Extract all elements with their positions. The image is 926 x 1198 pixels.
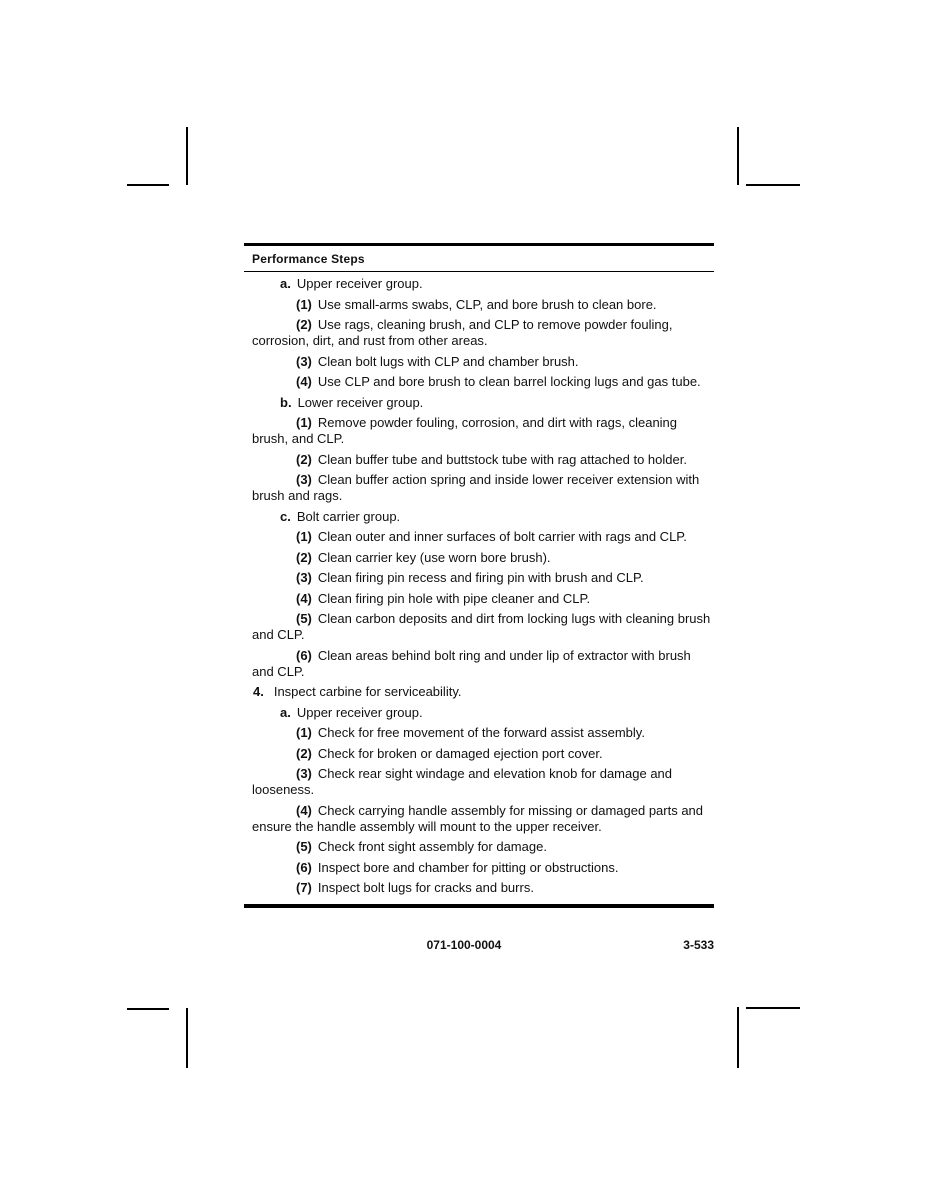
crop-mark-bottom-right-horizontal: [746, 1007, 800, 1009]
step-text: Remove powder fouling, corrosion, and dirt with rags, cleaning brush, and CLP.: [252, 415, 678, 446]
step-prefix: (1): [296, 415, 312, 430]
step-text: Check for broken or damaged ejection port cover.: [317, 745, 603, 761]
step-prefix: (5): [296, 839, 312, 854]
step-paragraph: [252, 839, 714, 855]
step-prefix: 4.: [253, 684, 264, 699]
step-paragraph: [252, 509, 714, 525]
crop-mark-bottom-left-horizontal: [127, 1008, 169, 1010]
step-text: Use small-arms swabs, CLP, and bore brush to clean bore.: [317, 296, 657, 312]
step-text: Bolt carrier group.: [296, 508, 401, 524]
step-paragraph: [252, 611, 714, 643]
performance-steps-list: [244, 272, 714, 904]
step-paragraph: [252, 452, 714, 468]
step-paragraph: [252, 550, 714, 566]
step-paragraph: [252, 472, 714, 504]
step-text: Check for free movement of the forward assist assembly.: [317, 725, 645, 740]
page-content: [244, 243, 714, 954]
step-text: Inspect bore and chamber for pitting or obstructions.: [317, 859, 619, 875]
step-paragraph: [252, 276, 714, 292]
step-prefix: (3): [296, 353, 312, 369]
step-paragraph: [252, 746, 714, 762]
step-prefix: (3): [296, 570, 312, 585]
crop-mark-top-right-horizontal: [746, 184, 800, 186]
step-paragraph: [252, 648, 714, 680]
step-prefix: (2): [296, 549, 312, 565]
step-text: Clean outer and inner surfaces of bolt carrier with rags and CLP.: [317, 529, 687, 544]
step-paragraph: [252, 374, 714, 390]
step-text: Clean buffer tube and buttstock tube with rag attached to holder.: [317, 451, 687, 467]
step-prefix: (3): [296, 472, 312, 487]
step-prefix: (6): [296, 859, 312, 875]
step-prefix: a.: [280, 276, 291, 291]
step-paragraph: [252, 591, 714, 607]
step-text: Check carrying handle assembly for missing or damaged parts and ensure the handle assembly will mount to the upper receiver.: [252, 802, 704, 834]
step-paragraph: [252, 860, 714, 876]
step-prefix: (4): [296, 802, 312, 818]
step-text: Inspect carbine for serviceability.: [273, 684, 462, 699]
footer-doc-number: 071-100-0004: [426, 937, 502, 952]
step-paragraph: [252, 705, 714, 721]
step-text: Lower receiver group.: [297, 394, 424, 410]
step-prefix: (4): [296, 590, 312, 606]
crop-mark-bottom-right-vertical: [737, 1007, 739, 1068]
step-prefix: (1): [296, 529, 312, 544]
step-paragraph: [252, 766, 714, 798]
step-text: Upper receiver group.: [296, 704, 423, 720]
step-prefix: a.: [280, 704, 291, 720]
step-paragraph: [252, 725, 714, 741]
step-prefix: (4): [296, 374, 312, 389]
step-paragraph: [252, 684, 714, 700]
step-prefix: (3): [296, 766, 312, 781]
crop-mark-top-left-vertical: [186, 127, 188, 185]
step-text: Clean areas behind bolt ring and under lip of extractor with brush and CLP.: [252, 647, 691, 679]
crop-mark-bottom-left-vertical: [186, 1008, 188, 1068]
step-paragraph: [252, 880, 714, 896]
step-prefix: (2): [296, 451, 312, 467]
step-paragraph: [252, 354, 714, 370]
step-text: Clean buffer action spring and inside lower receiver extension with brush and rags.: [252, 472, 700, 503]
step-prefix: (2): [296, 745, 312, 761]
step-text: Use CLP and bore brush to clean barrel locking lugs and gas tube.: [317, 374, 701, 389]
crop-mark-top-left-horizontal: [127, 184, 169, 186]
content-bottom-rule: [244, 904, 714, 908]
step-text: Clean carrier key (use worn bore brush).: [317, 549, 551, 565]
step-prefix: (6): [296, 647, 312, 663]
step-text: Inspect bolt lugs for cracks and burrs.: [317, 880, 534, 895]
step-text: Check front sight assembly for damage.: [317, 839, 547, 854]
step-paragraph: [252, 415, 714, 447]
step-text: Clean carbon deposits and dirt from locking lugs with cleaning brush and CLP.: [252, 611, 711, 642]
step-prefix: (1): [296, 725, 312, 740]
crop-mark-top-right-vertical: [737, 127, 739, 185]
step-paragraph: [252, 570, 714, 586]
step-paragraph: [252, 803, 714, 835]
step-text: Check rear sight windage and elevation knob for damage and looseness.: [252, 766, 673, 797]
step-paragraph: [252, 529, 714, 545]
step-paragraph: [252, 395, 714, 411]
step-text: Clean firing pin hole with pipe cleaner and CLP.: [317, 590, 591, 606]
step-prefix: (5): [296, 611, 312, 626]
step-text: Clean firing pin recess and firing pin with brush and CLP.: [317, 570, 644, 585]
footer-page-number: 3-533: [683, 937, 714, 952]
step-prefix: (2): [296, 317, 312, 332]
step-text: Upper receiver group.: [296, 276, 423, 291]
step-prefix: c.: [280, 508, 291, 524]
step-prefix: (7): [296, 880, 312, 895]
step-text: Clean bolt lugs with CLP and chamber brush.: [317, 353, 579, 369]
step-paragraph: [252, 317, 714, 349]
table-header-performance-steps: Performance Steps: [252, 252, 365, 266]
page-footer: [244, 938, 714, 954]
step-paragraph: [252, 297, 714, 313]
step-text: Use rags, cleaning brush, and CLP to remove powder fouling, corrosion, dirt, and rust from other areas.: [252, 317, 673, 348]
step-prefix: b.: [280, 394, 292, 410]
step-prefix: (1): [296, 296, 312, 312]
